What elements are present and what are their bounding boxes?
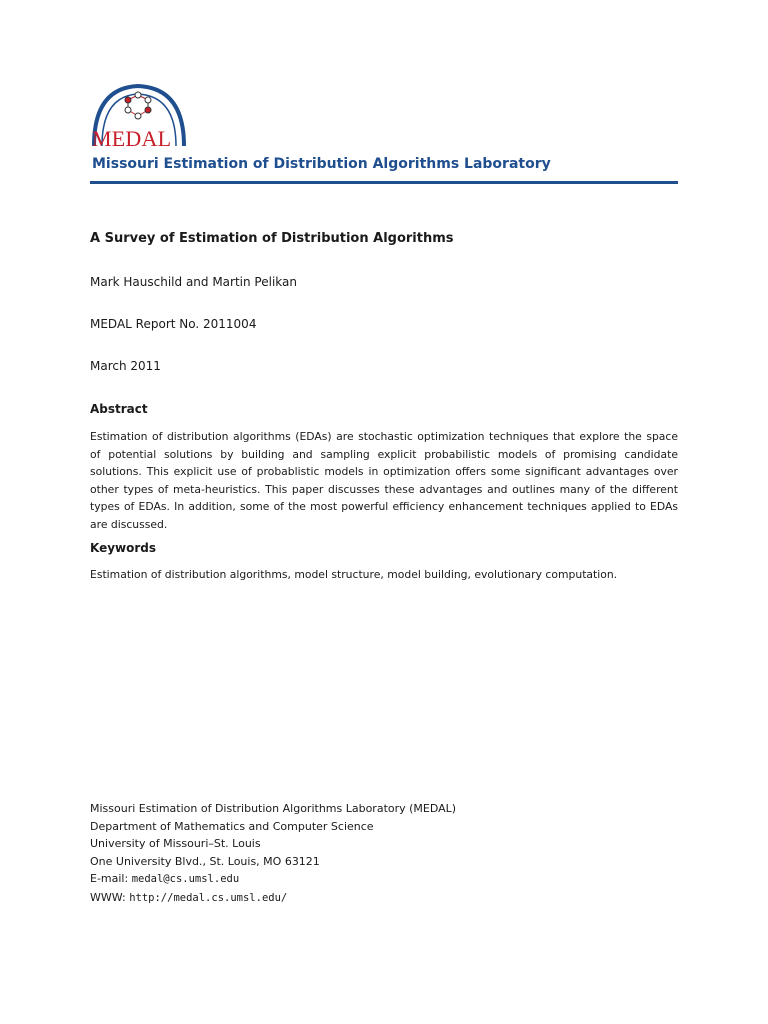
email-line bbox=[90, 870, 456, 889]
paper-title: A Survey of Estimation of Distribution Algorithms bbox=[90, 231, 454, 246]
keywords-text: Estimation of distribution algorithms, model structure, model building, evolutionary computation. bbox=[90, 568, 618, 581]
address-line: One University Blvd., St. Louis, MO 63121 bbox=[90, 854, 320, 868]
lab-name: Missouri Estimation of Distribution Algorithms Laboratory bbox=[92, 156, 551, 172]
medal-logo-text: MEDAL bbox=[92, 126, 172, 151]
report-number: MEDAL Report No. 2011004 bbox=[90, 317, 257, 331]
www-label: WWW: bbox=[90, 890, 130, 904]
abstract-text: Estimation of distribution algorithms (EDAs) are stochastic optimization techniques that explore the space of potential solutions by building and sampling explicit probabilistic models of promising candidate solutions. This explicit use of probablistic models in optimization offers some significant advantages over other types of meta-heuristics. This paper discusses these advantages and outlines many of the different types of EDAs. In addition, some of the most powerful efficiency enhancement techniques applied to EDAs are discussed. bbox=[90, 430, 678, 531]
authors: Mark Hauschild and Martin Pelikan bbox=[90, 275, 297, 289]
email-label: E-mail: bbox=[90, 872, 132, 885]
email-link[interactable]: medal@cs.umsl.edu bbox=[131, 873, 240, 885]
report-date: March 2011 bbox=[90, 359, 161, 373]
address-line: Department of Mathematics and Computer Science bbox=[90, 819, 374, 833]
header-rule bbox=[90, 181, 678, 184]
www-line bbox=[90, 889, 456, 908]
address-line: Missouri Estimation of Distribution Algorithms Laboratory (MEDAL) bbox=[90, 802, 457, 815]
abstract-heading: Abstract bbox=[90, 402, 148, 416]
lab-address bbox=[90, 800, 456, 907]
website-link[interactable]: http://medal.cs.umsl.edu/ bbox=[129, 891, 288, 904]
address-line: University of Missouri–St. Louis bbox=[90, 837, 261, 850]
keywords-heading: Keywords bbox=[90, 541, 157, 555]
